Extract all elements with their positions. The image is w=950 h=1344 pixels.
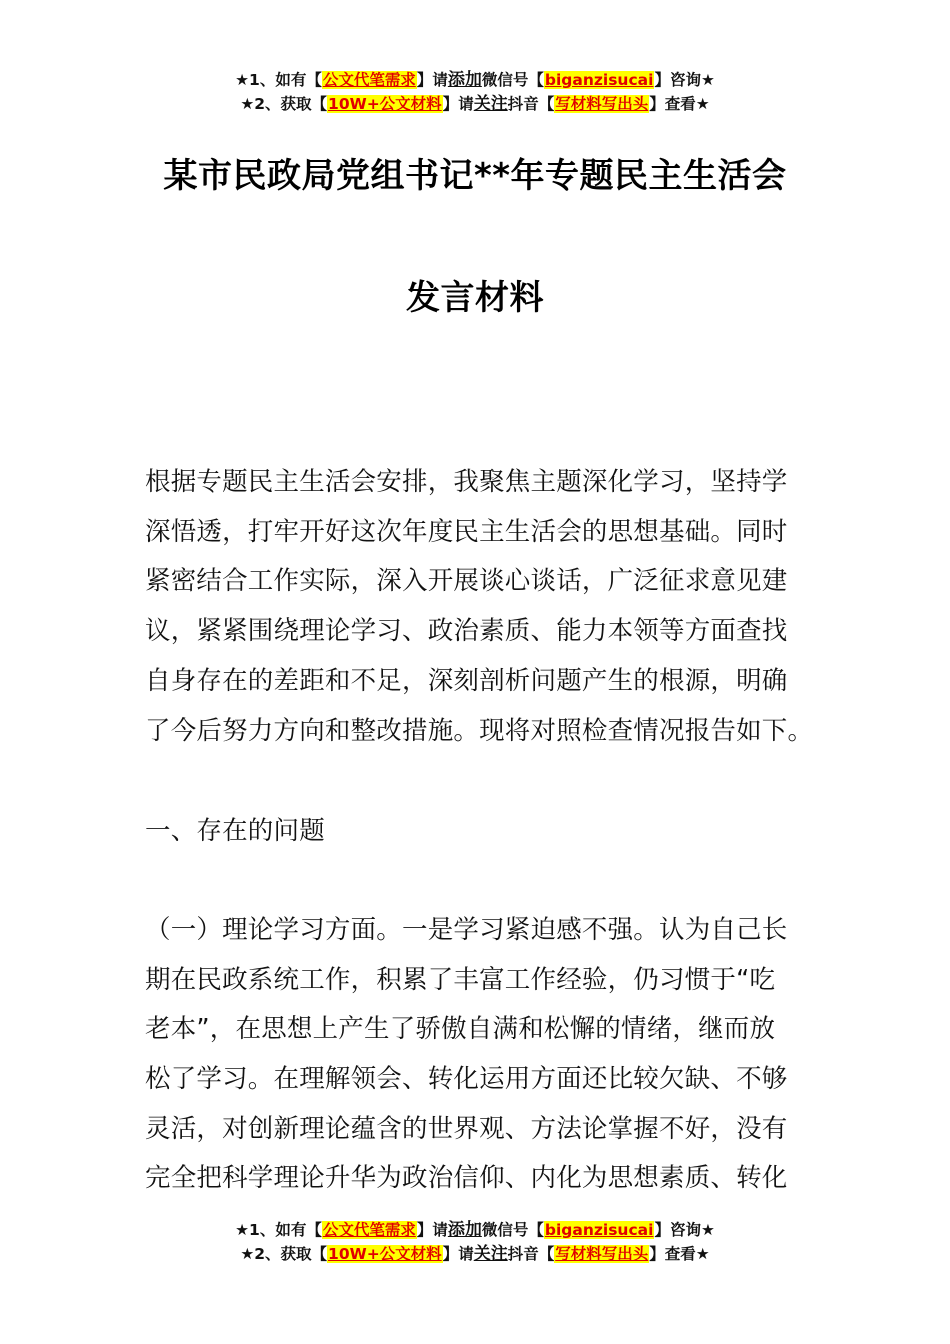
- banner-douyin-id: 写材料写出头: [555, 1245, 649, 1263]
- banner-highlight: 公文代笔需求: [322, 1221, 416, 1239]
- banner-emphasis: 关注: [473, 94, 508, 114]
- ad-banner-top: [0, 68, 950, 116]
- banner-text: 】咨询★: [654, 71, 715, 89]
- body-line: 议，紧紧围绕理论学习、政治素质、能力本领等方面查找: [145, 616, 788, 646]
- banner-line-2: [0, 92, 950, 116]
- banner-emphasis: 添加: [447, 1220, 482, 1240]
- ad-banner-bottom: [0, 1218, 950, 1266]
- banner-text: 】查看★: [649, 95, 710, 113]
- banner-text: 】咨询★: [654, 1221, 715, 1239]
- banner-text: 】请: [416, 71, 448, 89]
- banner-text: 】请: [416, 1221, 448, 1239]
- banner-text: ★1、如有【: [235, 1221, 322, 1239]
- body-line: （一）理论学习方面。一是学习紧迫感不强。认为自己长: [145, 915, 788, 945]
- banner-highlight: 10W+公文材料: [328, 1245, 442, 1263]
- section-heading: 一、存在的问题: [145, 816, 325, 846]
- body-line: 松了学习。在理解领会、转化运用方面还比较欠缺、不够: [145, 1064, 788, 1094]
- banner-text: 抖音【: [507, 1245, 555, 1263]
- banner-text: ★1、如有【: [235, 71, 322, 89]
- banner-line-1: [0, 1218, 950, 1242]
- banner-text: ★2、获取【: [240, 95, 328, 113]
- body-line: 老本”，在思想上产生了骄傲自满和松懈的情绪，继而放: [145, 1014, 776, 1044]
- banner-text: 】查看★: [649, 1245, 710, 1263]
- banner-text: 抖音【: [507, 95, 555, 113]
- body-line: 紧密结合工作实际，深入开展谈心谈话，广泛征求意见建: [145, 566, 788, 596]
- body-line: 根据专题民主生活会安排，我聚焦主题深化学习，坚持学: [145, 467, 788, 497]
- banner-emphasis: 添加: [447, 70, 482, 90]
- banner-text: 微信号【: [481, 71, 544, 89]
- banner-text: 】请: [442, 95, 474, 113]
- banner-douyin-id: 写材料写出头: [555, 95, 649, 113]
- banner-emphasis: 关注: [473, 1244, 508, 1264]
- banner-highlight: 10W+公文材料: [328, 95, 442, 113]
- banner-wechat-id: biganzisucai: [544, 1221, 654, 1239]
- banner-text: ★2、获取【: [240, 1245, 328, 1263]
- banner-wechat-id: biganzisucai: [544, 71, 654, 89]
- body-line: 期在民政系统工作，积累了丰富工作经验，仍习惯于“吃: [145, 965, 776, 995]
- body-line: 完全把科学理论升华为政治信仰、内化为思想素质、转化: [145, 1163, 788, 1193]
- body-line: 灵活，对创新理论蕴含的世界观、方法论掌握不好，没有: [145, 1114, 788, 1144]
- body-line: 自身存在的差距和不足，深刻剖析问题产生的根源，明确: [145, 666, 788, 696]
- banner-text: 微信号【: [481, 1221, 544, 1239]
- document-title-line-2: 发言材料: [406, 278, 544, 318]
- body-line: 深悟透，打牢开好这次年度民主生活会的思想基础。同时: [145, 517, 788, 547]
- document-title-line-1: 某市民政局党组书记**年专题民主生活会: [163, 156, 787, 196]
- banner-line-1: [0, 68, 950, 92]
- banner-line-2: [0, 1242, 950, 1266]
- banner-text: 】请: [442, 1245, 474, 1263]
- body-line: 了今后努力方向和整改措施。现将对照检查情况报告如下。: [145, 716, 814, 746]
- banner-highlight: 公文代笔需求: [322, 71, 416, 89]
